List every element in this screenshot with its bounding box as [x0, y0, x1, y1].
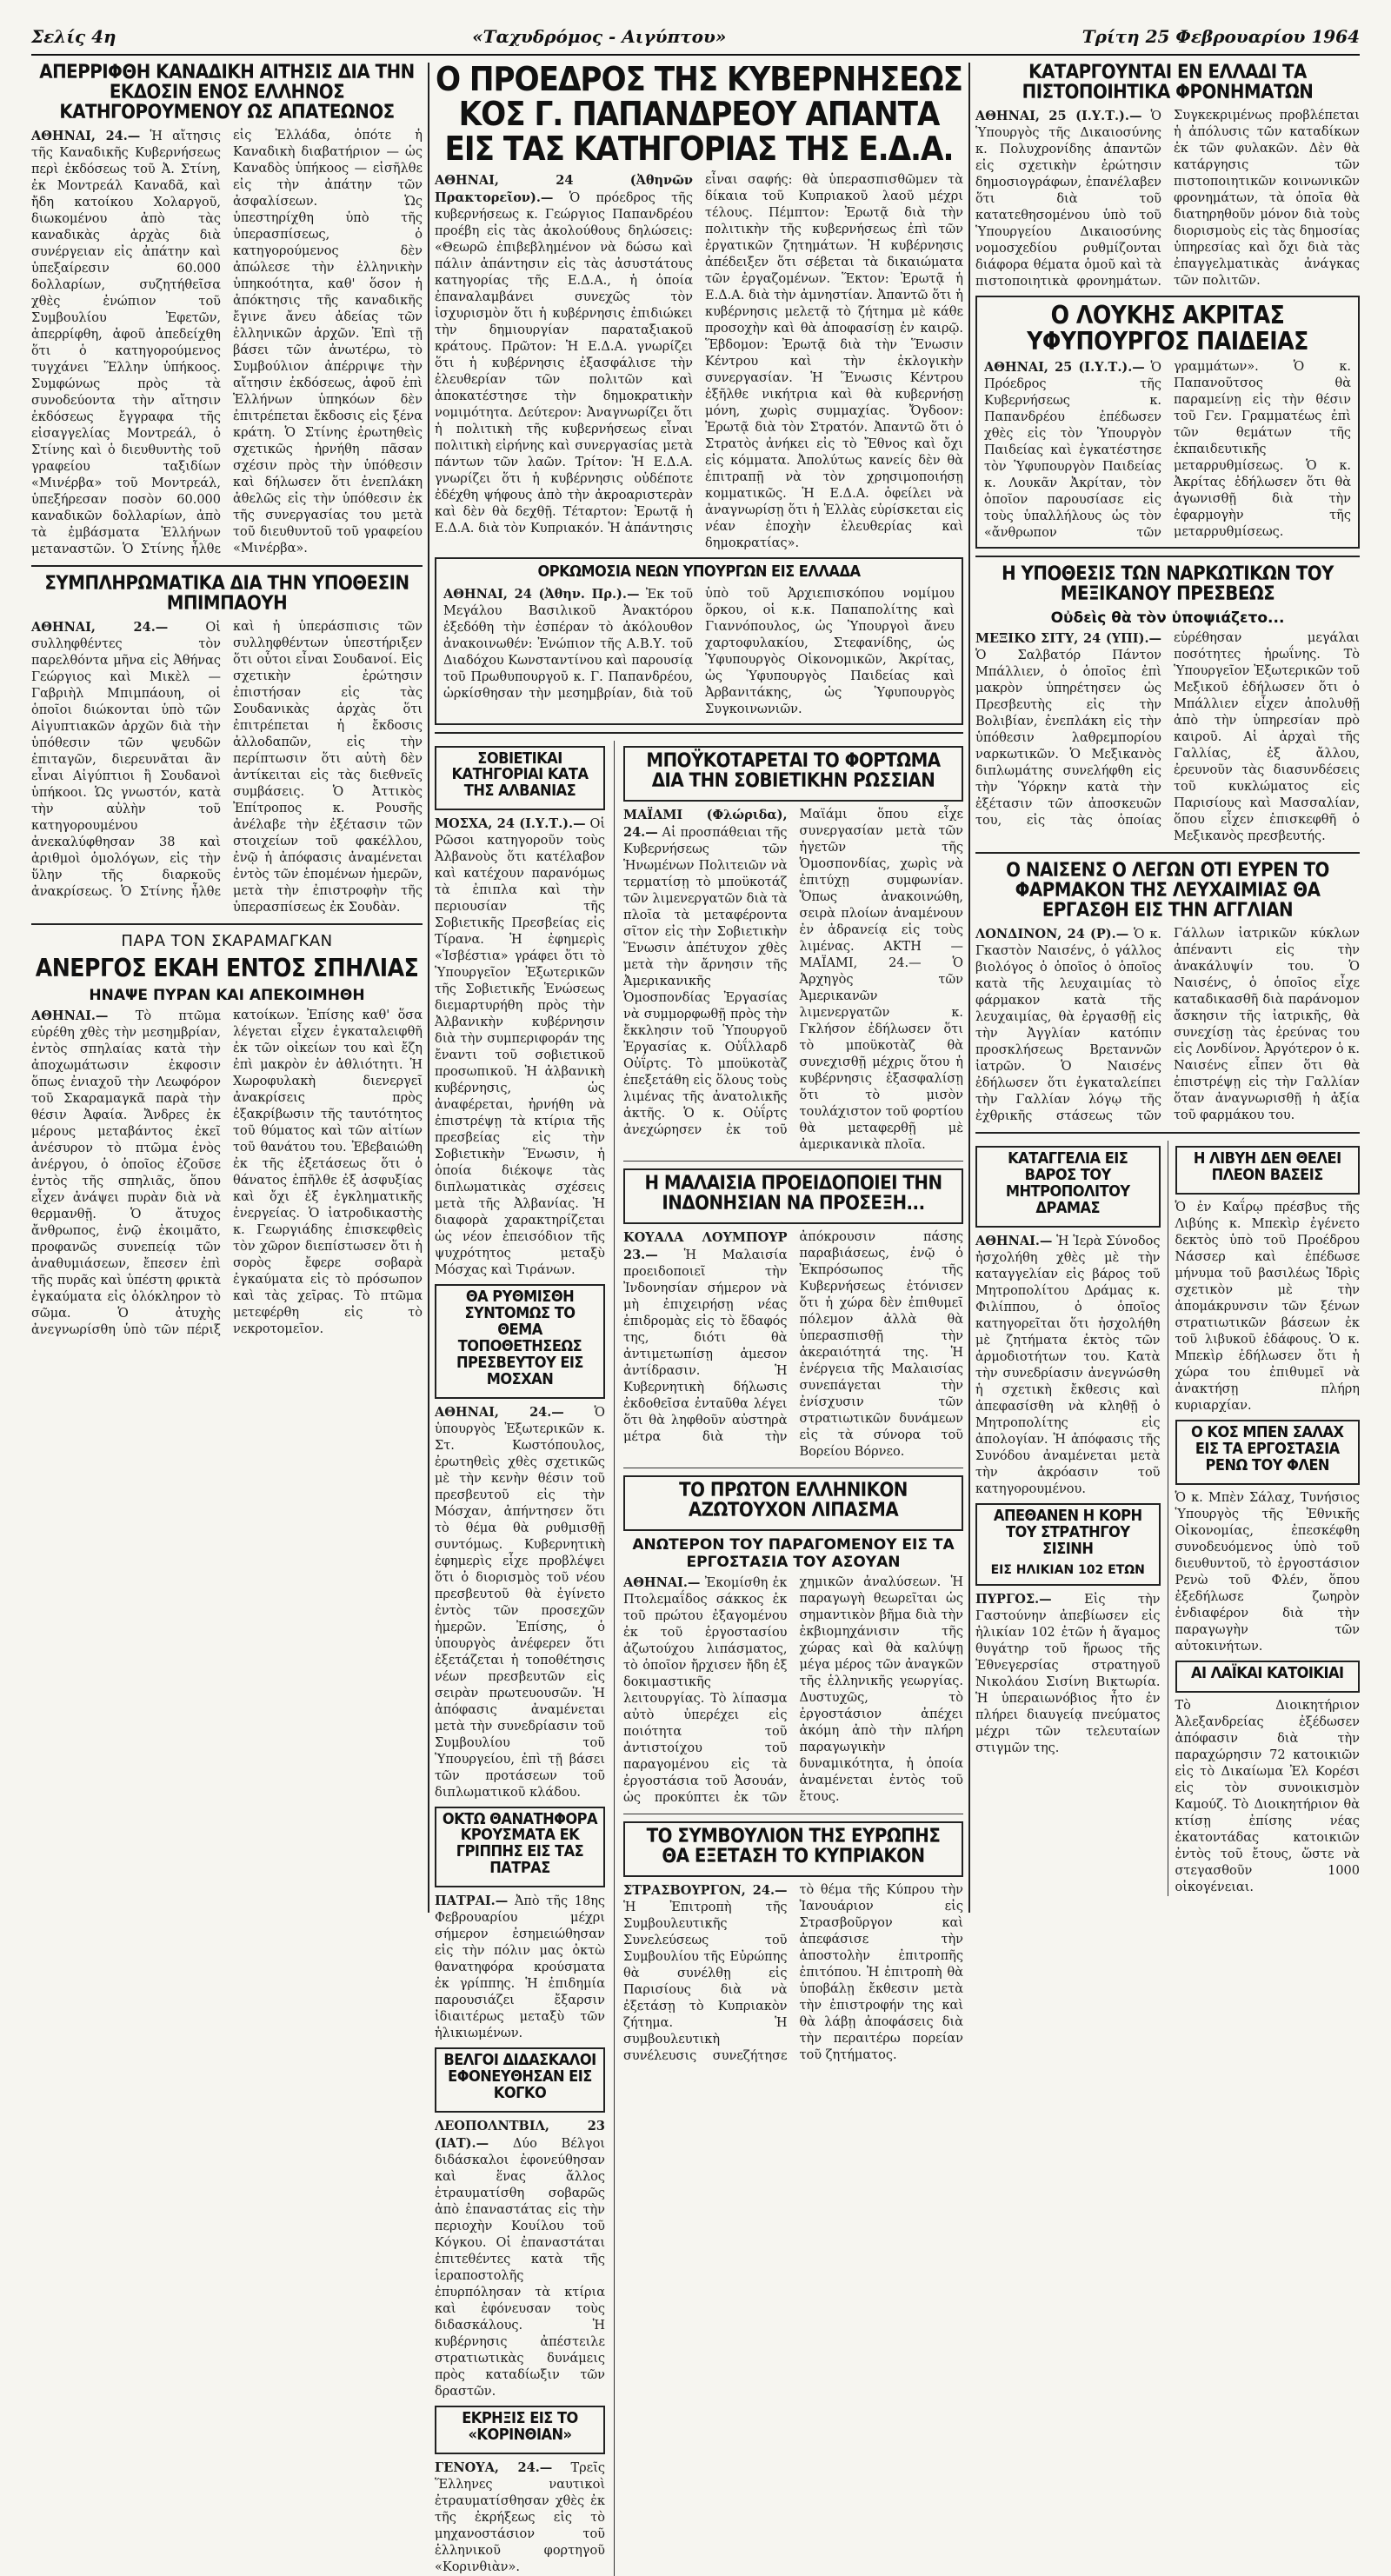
dateline-leukemia: ΛΟΝΔΙΝΟΝ, 24 (Ρ).—	[975, 927, 1129, 942]
box-renault	[1175, 1420, 1361, 1485]
headline-flu: ΟΚΤΩ ΘΑΝΑΤΗΦΟΡΑ ΚΡΟΥΣΜΑΤΑ ΕΚ ΓΡΙΠΠΗΣ ΕΙΣ ΤΑΣ ΠΑΤΡΑΣ	[442, 1809, 598, 1878]
article-canada	[31, 63, 423, 558]
column-rule	[968, 63, 970, 1913]
dateline-ambassador: ΑΘΗΝΑΙ, 24.—	[435, 1404, 564, 1420]
dateline-drama: ΑΘΗΝΑΙ.—	[975, 1234, 1053, 1248]
headline-sisini: ΑΠΕΘΑΝΕΝ Η ΚΟΡΗ ΤΟΥ ΣΤΡΑΤΗΓΟΥ ΣΙΣΙΝΗ	[993, 1507, 1142, 1558]
headline-korinthian: ΕΚΡΗΞΙΣ ΕΙΣ ΤΟ «ΚΟΡΙΝΘΙΑΝ»	[462, 2408, 578, 2444]
article-body-congo	[435, 2118, 605, 2400]
text-korinthian: Τρεῖς Ἕλληνες ναυτικοὶ ἐτραυματίσθησαν χθὲς ἐκ τῆς ἐκρήξεως εἰς τὸ μηχανοστάσιον τοῦ ἑλληνικοῦ φορτηγοῦ «Κορινθιὰν».	[435, 2460, 605, 2574]
article-body-ambassador	[435, 1404, 605, 1801]
article-body-akritas	[984, 359, 1351, 542]
dateline-akritas: ΑΘΗΝΑΙ, 25 (Ι.Υ.Τ.).—	[984, 359, 1145, 375]
text-leukemia: Ὁ κ. Γκαστὸν Ναισένς, ὁ γάλλος βιολόγος ὁ ὁποῖος ὁ ὁποῖος κατὰ τῆς λευχαιμίας τὸ φάρμακον κατὰ τῆς λευχαιμίας, θὰ ἐργασθῇ εἰς τὴν Ἀγγλίαν κατόπιν προσκλήσεως Βρεταννῶν ἰατρῶν. Ὁ Ναισένς ἐδήλωσεν ὅτι ἐγκαταλείπει τὴν Γαλλίαν λόγῳ τῆς ἐχθρικῆς στάσεως τῶν Γάλλων ἰατρικῶν κύκλων ἀπέναντι εἰς τὴν ἀνακάλυψίν του. Ὁ Ναισένς, ὁ ὁποῖος εἶχε καταδικασθῆ διὰ παράνομον ἄσκησιν τῆς ἰατρικῆς, θὰ συνεχίσῃ τὰς ἐρεύνας του εἰς Λονδίνον. Ἀργότερον ὁ κ. Ναισένς εἶπεν ὅτι θὰ ἐπιστρέψῃ εἰς τὴν Γαλλίαν ὅταν ἀναγνωρισθῇ ἡ ἀξία τοῦ φαρμάκου του.	[975, 927, 1360, 1124]
article-body-cargo	[623, 807, 963, 1154]
dateline-congo: ΛΕΟΠΟΛΝΤΒΙΛ, 23 (ΙΑΤ).—	[435, 2118, 605, 2151]
headline-congo: ΒΕΛΓΟΙ ΔΙΔΑΣΚΑΛΟΙ ΕΦΟΝΕΥΘΗΣΑΝ ΕΙΣ ΚΟΓΚΟ	[443, 2051, 596, 2102]
headline-albania: ΣΟΒΙΕΤΙΚΑΙ ΚΑΤΗΓΟΡΙΑΙ ΚΑΤΑ ΤΗΣ ΑΛΒΑΝΙΑΣ	[451, 749, 589, 801]
page-number: Σελίς 4η	[31, 26, 116, 47]
text-fertilizer: Ἐκομίσθη ἐκ Πτολεμαΐδος σάκκος ἐκ τοῦ πρώτου ἐξαγομένου ἐκ τοῦ ἐργοστασίου ἀζωτούχου λιπάσματος, τὸ ὁποῖον ἤρχισεν ἤδη ἐξ δοκιμαστικῆς λειτουργίας. Τὸ λίπασμα αὐτὸ ὑπερέχει εἰς ποιότητα τοῦ ἀντιστοίχου τοῦ παραγομένου εἰς τὰ ἐργοστάσια τοῦ Ἀσουάν, ὡς προκύπτει ἐκ τῶν χημικῶν ἀναλύσεων. Ἡ παραγωγὴ θεωρεῖται ὡς σημαντικὸν βῆμα διὰ τὴν ἐκβιομηχάνισιν τῆς χώρας καὶ θὰ καλύψῃ μέγα μέρος τῶν ἀναγκῶν τῆς ἑλληνικῆς γεωργίας. Δυστυχῶς, τὸ ἐργοστάσιον ἀπέχει ἀκόμη ἀπὸ τὴν πλήρη παραγωγικὴν δυναμικότητα, ἡ ὁποία ἀναμένεται ἐντὸς τοῦ ἔτους.	[623, 1575, 963, 1806]
box-malaysia	[623, 1168, 963, 1224]
article-body-renault: Ὁ κ. Μπὲν Σάλαχ, Τυνήσιος Ὑπουργὸς τῆς Ἐθνικῆς Οἰκονομίας, ἐπεσκέφθη συνοδευόμενος ὑπὸ τοῦ διευθυντοῦ, τὸ ἐργοστάσιον Ρενὼ τοῦ Φλέν, ὅπου ἐξεδήλωσε ζωηρὸν ἐνδιαφέρον διὰ τὴν παραγωγὴν τῶν αὐτοκινήτων.	[1175, 1490, 1360, 1654]
subhead-sisini: ΕΙΣ ΗΛΙΚΙΑΝ 102 ΕΤΩΝ	[990, 1562, 1145, 1577]
headline-europe: ΤΟ ΣΥΜΒΟΥΛΙΟΝ ΤΗΣ ΕΥΡΩΠΗΣ ΘΑ ΕΞΕΤΑΣΗ ΤΟ ΚΥΠΡΙΑΚΟΝ	[646, 1826, 941, 1868]
article-papandreou	[435, 60, 963, 725]
divider	[623, 1161, 963, 1162]
masthead	[31, 19, 1360, 56]
subhead-narcotics: Οὐδεὶς θὰ τὸν ὑποψιάζετο...	[1050, 609, 1285, 628]
article-body-leukemia	[975, 926, 1360, 1125]
article-body-albania	[435, 815, 605, 1279]
subhead-fertilizer: ΑΝΩΤΕΡΟΝ ΤΟΥ ΠΑΡΑΓΟΜΕΝΟΥ ΕΙΣ ΤΑ ΕΡΓΟΣΤΑΣΙΑ ΤΟΥ ΑΣΟΥΑΝ	[632, 1536, 955, 1572]
headline-bibaoui: ΣΥΜΠΛΗΡΩΜΑΤΙΚΑ ΔΙΑ ΤΗΝ ΥΠΟΘΕΣΙΝ ΜΠΙΜΠΑΟΥΗ	[44, 573, 409, 616]
text-ambassador: Ὁ ὑπουργὸς Ἐξωτερικῶν κ. Στ. Κωστόπουλος, ἐρωτηθεὶς χθὲς σχετικῶς μὲ τὴν κενὴν θέσιν τοῦ πρεσβευτοῦ εἰς τὴν Μόσχαν, ἀπήντησεν ὅτι τὸ θέμα θὰ ρυθμισθῇ συντόμως. Κυβερνητικὴ ἐφημερὶς εἶχε προβλέψει ὅτι ὁ διορισμὸς τοῦ νέου πρεσβευτοῦ θὰ ἐγίνετο ἐντὸς τῶν προσεχῶν ἡμερῶν. Ἐπίσης, ὁ ὑπουργὸς ἀνέφερεν ὅτι ἐξετάζεται ἡ τοποθέτησις νέων πρεσβευτῶν εἰς σειρὰν πρωτευουσῶν. Ἡ ἀπόφασις ἀναμένεται μετὰ τὴν συνεδρίασιν τοῦ Συμβουλίου τοῦ Ὑπουργείου, ἐπὶ τῇ βάσει τῶν προτάσεων τοῦ διπλωματικοῦ κλάδου.	[435, 1405, 605, 1800]
article-body-europe	[623, 1882, 963, 2065]
headline-certificates: ΚΑΤΑΡΓΟΥΝΤΑΙ ΕΝ ΕΛΛΑΔΙ ΤΑ ΠΙΣΤΟΠΟΙΗΤΙΚΑ ΦΡΟΝΗΜΑΤΩΝ	[1022, 62, 1314, 104]
article-body-caveman	[31, 1008, 423, 1339]
middle-lower	[435, 741, 963, 2576]
article-body-certificates	[975, 108, 1360, 290]
text-europe: Ἡ Ἐπιτροπὴ τῆς Συμβουλευτικῆς Συνελεύσεως τοῦ Συμβουλίου τῆς Εὐρώπης θὰ συνέλθῃ εἰς Παρισίους διὰ νὰ ἐξετάσῃ τὸ Κυπριακὸν ζήτημα. Ἡ συμβουλευτικὴ συνέλευσις συνεζήτησε τὸ θέμα τῆς Κύπρου τὴν Ἰανουάριον εἰς Στρασβοῦργον καὶ ἀπεφάσισε τὴν ἀποστολὴν ἐπιτροπῆς ἐπιτόπου. Ἡ ἐπιτροπὴ θὰ ὑποβάλῃ ἔκθεσιν μετὰ τὴν ἐπιστροφήν της καὶ θὰ λάβῃ ἀποφάσεις διὰ τὴν περαιτέρω πορείαν τοῦ ζητήματος.	[623, 1883, 963, 2064]
article-body-sisini	[975, 1591, 1161, 1757]
box-korinthian	[435, 2406, 605, 2454]
box-fertilizer	[623, 1475, 963, 1531]
article-certificates	[975, 63, 1360, 290]
text-papandreou: Ὁ πρόεδρος τῆς κυβερνήσεως κ. Γεώργιος Παπανδρέου προέβη εἰς τὰς ἀκολούθους δηλώσεις: «Θεωρῶ ἐπιβεβλημένον νὰ δώσω καὶ πάλιν ἀπάντησιν εἰς τὰς ἀσυστάτους κατηγορίας τῆς Ε.Δ.Α., ἡ ὁποία ἐπαναλαμβάνει συνεχῶς τὸν ἰσχυρισμὸν ὅτι ἡ κυβέρνησις ἐπιδιώκει τὴν δημιουργίαν παραταξιακοῦ κράτους. Πρῶτον: Ἡ Ε.Δ.Α. γνωρίζει ὅτι ἡ κυβέρνησις ἐξασφάλισε τὴν ἐλευθερίαν τῶν πολιτῶν καὶ ἀποκατέστησε τὴν δημοκρατικὴν νομιμότητα. Δεύτερον: Ἀναγνωρίζει ὅτι ἡ πολιτικὴ τῆς κυβερνήσεως εἶναι πολιτικὴ εἰρήνης καὶ συνεργασίας μετὰ πάντων τῶν λαῶν. Τρίτον: Ἡ Ε.Δ.Α. γνωρίζει ὅτι ἡ κυβέρνησις οὐδέποτε ἐδέχθη ψήφους ἀπὸ τὴν ἀκροαριστερὰν καὶ δὲν θὰ δεχθῇ. Τέταρτον: Ἐρωτᾷ ἡ Ε.Δ.Α. διὰ τὸν Κυπριακόν. Ἡ ἀπάντησις εἶναι σαφής: θὰ ὑπερασπισθῶμεν τὰ δίκαια τοῦ Κυπριακοῦ λαοῦ μέχρι τέλους. Πέμπτον: Ἐρωτᾷ διὰ τὴν πολιτικὴν τῆς κυβερνήσεως ἐπὶ τῶν ἐργατικῶν ζητημάτων. Ἡ κυβέρνησις ἀπέδειξεν ὅτι σέβεται τὰ δικαιώματα τῶν ἐργαζομένων. Ἕκτον: Ἐρωτᾷ ἡ Ε.Δ.Α. διὰ τὴν ἀμνηστίαν. Ἀπαντῶ ὅτι ἡ κυβέρνησις μελετᾷ τὸ ζήτημα μὲ κάθε προσοχὴν καὶ θὰ ἀποφασίσῃ ἐν καιρῷ. Ἕβδομον: Ἐρωτᾷ διὰ τὴν Ἕνωσιν Κέντρου καὶ τὴν ἐκλογικὴν συνεργασίαν. Ἡ Ἕνωσις Κέντρου ἐξῆλθε νικήτρια καὶ θὰ κυβερνήσῃ μόνη, χωρὶς συμμαχίας. Ὄγδοον: Ἐρωτᾷ διὰ τὸν Στρατόν. Ἀπαντῶ ὅτι ὁ Στρατὸς ἀνήκει εἰς τὸ Ἔθνος καὶ ὄχι εἰς κόμματα. Ἀπολύτως κανείς δὲν θὰ ἐπιτραπῇ νὰ τὸν χρησιμοποιήσῃ κομματικῶς. Ἡ Ε.Δ.Α. ὀφείλει νὰ ἀναγνωρίσῃ ὅτι ἡ Ἑλλὰς εὑρίσκεται εἰς νέαν ἐποχὴν ἐλευθερίας καὶ δημοκρατίας».	[435, 172, 963, 550]
subhead-caveman: ΗΝΑΨΕ ΠΥΡΑΝ ΚΑΙ ΑΠΕΚΟΙΜΗΘΗ	[89, 986, 365, 1004]
box-albania	[435, 746, 605, 811]
text-albania: Οἱ Ρῶσοι κατηγοροῦν τοὺς Ἀλβανοὺς ὅτι κατέλαβον καὶ κατέχουν παρανόμως τὰ ἐπιπλα καὶ τὴν περιουσίαν τῆς Σοβιετικῆς Πρεσβείας εἰς Τίρανα. Ἡ ἐφημερὶς «Ἰσβέστια» γράφει ὅτι τὸ Ὑπουργεῖον Ἐξωτερικῶν τῆς Σοβιετικῆς Ἑνώσεως διεμαρτυρήθη πρὸς τὴν Ἀλβανικὴν κυβέρνησιν διὰ τὴν συμπεριφοράν της ἔναντι τοῦ σοβιετικοῦ προσωπικοῦ. Ἡ ἀλβανικὴ κυβέρνησις, ὡς ἀναφέρεται, ἠρνήθη νὰ ἐπιστρέψῃ τὰ κτίρια τῆς πρεσβείας εἰς τὴν Σοβιετικὴν Ἕνωσιν, ἡ ὁποία διέκοψε τὰς διπλωματικὰς σχέσεις μετὰ τῆς Ἀλβανίας. Ἡ διαφορὰ χαρακτηρίζεται ὡς νέον ἐπεισόδιον τῆς ψυχρότητος μεταξὺ Μόσχας καὶ Τιράνων.	[435, 817, 606, 1278]
headline-cargo: ΜΠΟΫΚΟΤΑΡΕΤΑΙ ΤΟ ΦΟΡΤΩΜΑ ΔΙΑ ΤΗΝ ΣΟΒΙΕΤΙΚΗΝ ΡΩΣΣΙΑΝ	[646, 749, 941, 792]
headline-fertilizer: ΤΟ ΠΡΩΤΟΝ ΕΛΛΗΝΙΚΟΝ ΑΖΩΤΟΥΧΟΝ ΛΙΠΑΣΜΑ	[679, 1479, 908, 1522]
papandreou-main	[435, 172, 963, 552]
dateline-papandreou: ΑΘΗΝΑΙ, 24 (Ἀθηνῶν Πρακτορεῖον).—	[435, 172, 693, 205]
headline-narcotics: Η ΥΠΟΘΕΣΙΣ ΤΩΝ ΝΑΡΚΩΤΙΚΩΝ ΤΟΥ ΜΕΞΙΚΑΝΟΥ ΠΡΕΣΒΕΩΣ	[1002, 562, 1334, 606]
dateline-cargo: ΜΑΪΑΜΙ (Φλώριδα), 24.—	[623, 807, 788, 840]
article-body-narcotics	[975, 630, 1360, 845]
right-lower	[975, 1141, 1360, 1895]
column-right	[975, 63, 1360, 1913]
article-leukemia	[975, 861, 1360, 1125]
text-canada: Ἡ αἴτησις τῆς Καναδικῆς Κυβερνήσεως περὶ ἐκδόσεως τοῦ Ἀ. Στίνη, ἐκ Μοντρεάλ Καναδᾶ, καὶ ἤδη κατοίκου Χολαργοῦ, διωκομένου ἀπὸ τὰς καναδικὰς ἀρχὰς διὰ συνέργειαν εἰς ἀπάτην καὶ ὑπεξαίρεσιν 60.000 δολλαρίων, συζητήθεῖσα χθὲς ἐνώπιον τοῦ Συμβουλίου Ἐφετῶν, ἀπερρίφθη, ἀφοῦ ἀπεδείχθη ὅτι ὁ κατηγορούμενος τυγχάνει Ἕλλην ὑπήκοος. Συμφώνως πρὸς τὰ συνοδεύοντα τὴν αἴτησιν ἐκδόσεως ἔγγραφα τῆς εἰσαγγελίας Μοντρεάλ, ὁ Στίνης καὶ ὁ διευθυντὴς τοῦ γραφείου ταξιδίων «Μινέρβα» τοῦ Μοντρεάλ, ὑπεξήρεσαν ποσὸν 60.000 καναδικῶν δολλαρίων, ἀπὸ τὰ ἐμβάσματα Ἑλλήνων μεταναστῶν. Ὁ Στίνης ἦλθε εἰς Ἑλλάδα, ὁπότε ἡ Καναδικὴ διαβατήριον — ὡς Καναδὸς ὑπήκοος — εἰσῆλθε εἰς τὴν ἀπάτην τῶν ἀσφαλίσεων. Ὡς ὑπεστηρίχθη ὑπὸ τῆς ὑπερασπίσεως, ὁ κατηγορούμενος δὲν ἀπώλεσε τὴν ἑλληνικὴν ὑπηκοότητα, καθ' ὅσον ἡ ἀπόκτησις τῆς καναδικῆς ἔγινε ἄνευ ἀδείας τῶν ἑλληνικῶν ἀρχῶν. Ἐπὶ τῇ βάσει τῶν ἀνωτέρω, τὸ Συμβούλιον ἀπέρριψε τὴν αἴτησιν ἐκδόσεως, ἀφοῦ ἐπὶ Ἑλλήνων ὑπηκόων δὲν ἐπιτρέπεται ἔκδοσις εἰς ξένα κράτη. Ὁ Στίνης ἐρωτηθεὶς σχετικῶς ἠρνήθη πᾶσαν σχέσιν πρὸς τὴν ὑπόθεσιν καὶ δήλωσεν ὅτι ἐνεπλάκη ἀθελῶς εἰς τὴν ὑπόθεσιν ἐκ τῆς συνεργασίας του μετὰ τοῦ διευθυντοῦ τοῦ γραφείου «Μινέρβα».	[31, 129, 423, 557]
box-kamini	[1175, 1661, 1361, 1693]
box-europe	[623, 1821, 963, 1877]
divider	[31, 565, 423, 567]
dateline-certificates: ΑΘΗΝΑΙ, 25 (Ι.Υ.Τ.).—	[975, 109, 1142, 124]
dateline-flu: ΠΑΤΡΑΙ.—	[435, 1894, 509, 1909]
box-flu	[435, 1807, 605, 1888]
dateline-narcotics: ΜΕΞΙΚΟ ΣΙΤΥ, 24 (ΥΠΙ).—	[975, 631, 1161, 647]
column-rule	[428, 63, 429, 1913]
article-body-drama	[975, 1233, 1161, 1498]
headline-caveman: ΑΝΕΡΓΟΣ ΕΚΑΗ ΕΝΤΟΣ ΣΠΗΛΙΑΣ	[35, 954, 419, 983]
headline-libya: Η ΛΙΒΥΗ ΔΕΝ ΘΕΛΕΙ ΠΛΕΟΝ ΒΑΣΕΙΣ	[1193, 1149, 1341, 1185]
headline-kamini: ΑΙ ΛΑΪΚΑΙ ΚΑΤΟΙΚΙΑΙ	[1190, 1663, 1344, 1682]
papandreou-layout	[435, 172, 963, 552]
column-left	[31, 63, 423, 1913]
headline-canada: ΑΠΕΡΡΙΦΘΗ ΚΑΝΑΔΙΚΗ ΑΙΤΗΣΙΣ ΔΙΑ ΤΗΝ ΕΚΔΟΣΙΝ ΕΝΟΣ ΕΛΛΗΝΟΣ ΚΑΤΗΓΟΡΟΥΜΕΝΟΥ ΩΣ ΑΠΑΤΕΩΝΟΣ	[39, 62, 415, 124]
article-body-malaysia	[623, 1229, 963, 1461]
article-caveman	[31, 932, 423, 1338]
box-ambassador	[435, 1284, 605, 1398]
box-drama	[975, 1146, 1161, 1228]
dateline-canada: ΑΘΗΝΑΙ, 24.—	[31, 129, 141, 144]
divider	[975, 852, 1360, 854]
article-body-flu	[435, 1893, 605, 2042]
article-body-canada	[31, 128, 423, 558]
divider	[975, 556, 1360, 557]
headline-drama: ΚΑΤΑΓΓΕΛΙΑ ΕΙΣ ΒΑΡΟΣ ΤΟΥ ΜΗΤΡΟΠΟΛΙΤΟΥ ΔΡΑΜΑΣ	[1005, 1149, 1130, 1218]
text-flu: Ἀπὸ τῆς 18ης Φεβρουαρίου μέχρι σήμερον ἐσημειώθησαν εἰς τὴν πόλιν μας ὀκτὼ θανατηφόρα κρούσματα ἐκ γρίππης. Ἡ ἐπιδημία παρουσιάζει ἔξαρσιν ἰδιαιτέρως μεταξὺ τῶν ἡλικιωμένων.	[435, 1894, 605, 2041]
dateline-fertilizer: ΑΘΗΝΑΙ.—	[623, 1575, 701, 1591]
box-oath	[435, 557, 963, 725]
article-bibaoui	[31, 574, 423, 916]
right-lower-left	[975, 1141, 1161, 1895]
dateline-caveman: ΑΘΗΝΑΙ.—	[31, 1008, 109, 1023]
text-malaysia: Ἡ Μαλαισία προειδοποιεῖ τὴν Ἰνδονησίαν σήμερον νὰ μὴ ἐπιχειρήσῃ νέας ἐπιδρομὰς εἰς τὸ ἔδαφός της, διότι θὰ ἀντιμετωπίσῃ ἀμεσον ἀντίδρασιν. Ἡ Κυβερνητικὴ δήλωσις ἐκδοθεῖσα ἐνταῦθα λέγει ὅτι θὰ ληφθοῦν αὐστηρὰ μέτρα διὰ τὴν ἀπόκρουσιν πάσης παραβιάσεως, ἐνῷ ὁ Ἐκπρόσωπος τῆς Κυβερνήσεως ἐτόνισεν ὅτι ἡ χώρα δὲν ἐπιθυμεῖ πόλεμον ἀλλὰ θὰ ὑπερασπισθῇ τὴν ἀκεραιότητά της. Ἡ ἐνέργεια τῆς Μαλαισίας συνεπάγεται τὴν ἐνίσχυσιν τῶν στρατιωτικῶν δυνάμεων εἰς τὰ σύνορα τοῦ Βορείου Βόρνεο.	[623, 1229, 963, 1459]
article-body-fertilizer	[623, 1574, 963, 1807]
dateline-europe: ΣΤΡΑΣΒΟΥΡΓΟΝ, 24.—	[623, 1883, 788, 1899]
article-body-papandreou	[435, 172, 963, 552]
divider	[975, 1132, 1360, 1134]
headline-leukemia: Ο ΝΑΙΣΕΝΣ Ο ΛΕΓΩΝ ΟΤΙ ΕΥΡΕΝ ΤΟ ΦΑΡΜΑΚΟΝ ΤΗΣ ΛΕΥΧΑΙΜΙΑΣ ΘΑ ΕΡΓΑΣΘΗ ΕΙΣ ΤΗΝ ΑΓΓΛΙΑΝ	[1006, 860, 1329, 922]
middle-wide-column	[623, 741, 963, 2576]
right-lower-right	[1175, 1141, 1361, 1895]
text-congo: Δύο Βέλγοι διδάσκαλοι ἐφονεύθησαν καὶ ἕνας ἄλλος ἐτραυματίσθη σοβαρῶς ἀπὸ ἐπαναστάτας εἰς τὴν περιοχὴν Κουίλου τοῦ Κόγκου. Οἱ ἐπαναστάται ἐπιτεθέντες κατὰ τῆς ἱεραποστολῆς ἐπυρπόλησαν τὰ κτίρια καὶ ἐφόνευσαν τοὺς διδασκάλους. Ἡ κυβέρνησις ἀπέστειλε στρατιωτικὰς δυνάμεις πρὸς καταδίωξιν τῶν δραστῶν.	[435, 2136, 605, 2399]
column-middle	[435, 60, 963, 2574]
divider	[435, 732, 963, 734]
article-body-bibaoui	[31, 619, 423, 916]
article-body-oath	[443, 586, 955, 718]
dateline-bibaoui: ΑΘΗΝΑΙ, 24.—	[31, 620, 169, 636]
headline-akritas: Ο ΛΟΥΚΗΣ ΑΚΡΙΤΑΣ ΥΦΥΠΟΥΡΓΟΣ ΠΑΙΔΕΙΑΣ	[1027, 301, 1308, 356]
text-cargo: Αἱ προσπάθειαι τῆς Κυβερνήσεως τῶν Ἡνωμένων Πολιτειῶν νὰ τερματίσῃ τὸ μποϋκοτάζ τῶν λιμενεργατῶν διὰ τὰ πλοῖα τὰ μεταφέροντα σῖτον εἰς τὴν Σοβιετικὴν Ἕνωσιν ἀπέτυχον χθὲς μετὰ τὴν ἄρνησιν τῆς Ἀμερικανικῆς Ὁμοσπονδίας Ἐργασίας νὰ συμμορφωθῇ πρὸς τὴν ἔκκλησιν τοῦ Ὑπουργοῦ Ἐργασίας κ. Οὐΐλλαρδ Οὐΐρτς. Τὸ μποϋκοτὰζ ἐπεξετάθη εἰς ὅλους τοὺς λιμένας τῆς ἀνατολικῆς ἀκτῆς. Ὁ κ. Οὐΐρτς ἀνεχώρησεν ἐκ τοῦ Μαϊάμι ὅπου εἶχε συνεργασίαν μετὰ τῶν ἡγετῶν τῆς Ὁμοσπονδίας, χωρὶς νὰ ἐπιτύχῃ συμφωνίαν. Ὅπως ἀνακοινώθη, σειρὰ πλοίων ἀναμένουν ἐν ἀδρανείᾳ εἰς τοὺς λιμένας. ΑΚΤΗ — ΜΑΪΑΜΙ, 24.— Ὁ Ἀρχηγὸς τῶν Ἀμερικανῶν λιμενεργατῶν κ. Γκλήσον ἐδήλωσεν ὅτι τὸ μποϋκοτὰζ θὰ συνεχισθῇ μέχρις ὅτου ἡ κυβέρνησις ἐξασφαλίσῃ ὅτι τὸ μισὸν τουλάχιστον τοῦ φορτίου θὰ μεταφερθῇ μὲ ἀμερικανικὰ πλοῖα.	[623, 807, 963, 1152]
middle-narrow-column	[435, 741, 605, 2576]
headline-oath: ΟΡΚΩΜΟΣΙΑ ΝΕΩΝ ΥΠΟΥΡΓΩΝ ΕΙΣ ΕΛΛΑΔΑ	[537, 562, 861, 581]
article-akritas	[975, 296, 1360, 549]
issue-date: Τρίτη 25 Φεβρουαρίου 1964	[1082, 26, 1360, 47]
text-sisini: Εἰς τὴν Γαστούνην ἀπεβίωσεν εἰς ἡλικίαν 102 ἐτῶν ἡ ἄγαμος θυγάτηρ τοῦ ἥρωος τῆς Ἐθνεγερσίας στρατηγοῦ Νικολάου Σισίνη Βικτωρία. Ἡ ὑπεραιωνόβιος ἦτο ἐν πλήρει διαυγείᾳ πνεύματος μέχρι τῶν τελευταίων στιγμῶν της.	[975, 1592, 1161, 1755]
headline-malaysia: Η ΜΑΛΑΙΣΙΑ ΠΡΟΕΙΔΟΠΟΙΕΙ ΤΗΝ ΙΝΔΟΝΗΣΙΑΝ ΝΑ ΠΡΟΣΕΞΗ...	[644, 1172, 942, 1215]
text-certificates: Ὁ Ὑπουργὸς τῆς Δικαιοσύνης κ. Πολυχρονίδης ἀπαντῶν εἰς σχετικὴν ἐρώτησιν δημοσιογράφων, ἐπανέλαβεν ὅτι διὰ τοῦ κατατεθησομένου ὑπὸ τοῦ Ὑπουργείου Δικαιοσύνης νομοσχεδίου ρυθμίζονται διάφορα θέματα ὁμοῦ καὶ τὰ πιστοποιητικὰ φρονημάτων. Συγκεκριμένως προβλέπεται ἡ ἀπόλυσις τῶν καταδίκων ἐκ τῶν φυλακῶν. Δὲν θὰ κατάργησις τῶν πιστοποιητικῶν κοινωνικῶν φρονημάτων, τὰ ὁποῖα θὰ διατηρηθοῦν μόνον διὰ τοὺς διορισμοὺς εἰς τὰς δημοσίας ὑπηρεσίας καὶ ὄχι διὰ τὰς ἐπαγγελματικὰς ἀνάγκας τῶν πολιτῶν.	[975, 109, 1360, 290]
dateline-korinthian: ΓΕΝΟΥΑ, 24.—	[435, 2460, 553, 2475]
text-bibaoui: Οἱ συλληφθέντες τὸν παρελθόντα μῆνα εἰς Ἀθήνας Γεώργιος καὶ Μικὲλ — Γαβριὴλ Μπιμπάουη, οἱ ὁποῖοι διώκονται ὑπὸ τῶν Αἰγυπτιακῶν ἀρχῶν διὰ τὴν ὑπόθεσιν τῶν ψευδῶν ἐπιταγῶν, διερευνᾶται ἂν εἶναι Αἰγύπτιοι ἢ Σουδανοὶ ὑπήκοοι. Ὡς γνωστόν, κατὰ τὴν αὐλὴν τοῦ κατηγορουμένου ἀνεκαλύφθησαν 38 καὶ ἀριθμοὶ ὁμολόγων, εἰς τὴν ὕλην τῆς διαρκοῦς ἀνακρίσεως. Ὁ Στίνης ἦλθε καὶ ἡ ὑπεράσπισις τῶν συλληφθέντων ὑπεστήριξεν ὅτι οὗτοι εἶναι Σουδανοί. Εἰς σχετικὴν ἐρώτησιν ἐπιστήσαν εἰς τὰς Σουδανικὰς ἀρχὰς ὅτι ἐπιτρέπεται ἡ ἔκδοσις ἀλλοδαπῶν, εἰς τὴν περίπτωσιν ὅτι αὐτὴ δὲν ἀντίκειται εἰς τὰς διεθνεῖς συμβάσεις. Ὁ Ἀττικὸς Ἐπίτροπος κ. Ρουσῆς ἀνέλαβε τὴν ἐξέτασιν τῶν στοιχείων τοῦ φακέλλου, ἐνῷ ἡ ἀπόφασις ἀναμένεται ἐντὸς τῶν ἑπομένων ἡμερῶν, μετὰ τὴν ἐπιστροφὴν τῆς ὑπερασπίσεως ἐκ Σουδὰν.	[31, 620, 423, 915]
headline-ambassador: ΘΑ ΡΥΘΜΙΣΘΗ ΣΥΝΤΟΜΩΣ ΤΟ ΘΕΜΑ ΤΟΠΟΘΕΤΗΣΕΩΣ ΠΡΕΣΒΕΥΤΟΥ ΕΙΣ ΜΟΣΧΑΝ	[456, 1288, 583, 1388]
headline-renault: Ο ΚΟΣ ΜΠΕΝ ΣΑΛΑΧ ΕΙΣ ΤΑ ΕΡΓΟΣΤΑΣΙΑ ΡΕΝΩ ΤΟΥ ΦΛΕΝ	[1191, 1423, 1344, 1474]
paper-name: «Ταχυδρόμος - Αιγύπτου»	[472, 26, 727, 47]
kicker-caveman: ΠΑΡΑ ΤΟΝ ΣΚΑΡΑΜΑΓΚΑΝ	[121, 932, 333, 951]
dateline-malaysia: ΚΟΥΑΛΑ ΛΟΥΜΠΟΥΡ 23.—	[623, 1229, 788, 1262]
divider	[31, 923, 423, 925]
text-narcotics: Ὁ Σαλβατόρ Πάντον Μπάλλιεν, ὁ ὁποῖος ἐπὶ μακρὸν ὑπηρέτησεν ὡς Πρεσβευτὴς εἰς τὴν Βολιβίαν, ἐνεπλάκη εἰς τὴν ὑπόθεσιν λαθρεμπορίου ναρκωτικῶν. Ὁ Μεξικανὸς διπλωμάτης συνελήφθη εἰς τὴν Ὑόρκην κατὰ τὴν ἐξέτασιν τῶν ἀποσκευῶν του, εἰς τὰς ὁποίας εὑρέθησαν μεγάλαι ποσότητες ἡρωΐνης. Τὸ Ὑπουργεῖον Ἐξωτερικῶν τοῦ Μεξικοῦ ἐδήλωσεν ὅτι ὁ Μπάλλιεν εἶχεν ἀπολυθῇ ἀπὸ τὴν ὑπηρεσίαν πρὸ καιροῦ. Αἱ ἀρχαὶ τῆς Γαλλίας, ἐξ ἄλλου, ἐρευνοῦν τὰς διασυνδέσεις τοῦ κυκλώματος εἰς Παρισίους καὶ Μασσαλίαν, ὅπου εἶχεν ἐπισκεφθῆ ὁ Μεξικανὸς πρεσβευτής.	[975, 631, 1360, 844]
box-cargo	[623, 746, 963, 802]
dateline-sisini: ΠΥΡΓΟΣ.—	[975, 1591, 1052, 1607]
article-body-libya: Ὁ ἐν Καΐρῳ πρέσβυς τῆς Λιβύης κ. Μπεκὶρ ἐγένετο δεκτὸς ὑπὸ τοῦ Προέδρου Νάσσερ καὶ ἐπέδωσε μήνυμα τοῦ βασιλέως Ἰδρὶς σχετικὸν μὲ τὴν ἀπομάκρυνσιν τῶν ξένων στρατιωτικῶν βάσεων ἐκ τοῦ λιβυκοῦ ἐδάφους. Ὁ κ. Μπεκὶρ ἐδήλωσεν ὅτι ἡ χώρα του ἐπιθυμεῖ νὰ ἀνακτήσῃ πλήρη κυριαρχίαν.	[1175, 1201, 1360, 1414]
article-body-kamini: Τὸ Διοικητήριον Ἀλεξανδρείας ἐξέδωσεν ἀπόφασιν διὰ τὴν παραχώρησιν 72 κατοικιῶν εἰς τὸ Δικαίωμα Ἐλ Κορέσι εἰς τὸν συνοικισμὸν Καμούζ. Τὸ Διοικητήριον θὰ κτίσῃ ἐπίσης νέας ἑκατοντάδας κατοικιῶν ἐντὸς τοῦ ἔτους, ὥστε νὰ στεγασθοῦν 1000 οἰκογένειαι.	[1175, 1698, 1360, 1894]
dateline-oath: ΑΘΗΝΑΙ, 24 (Ἀθην. Πρ.).—	[443, 586, 640, 602]
article-narcotics	[975, 564, 1360, 845]
headline-papandreou: Ο ΠΡΟΕΔΡΟΣ ΤΗΣ ΚΥΒΕΡΝΗΣΕΩΣ ΚΟΣ Γ. ΠΑΠΑΝΔΡΕΟΥ ΑΠΑΝΤΑ ΕΙΣ ΤΑΣ ΚΑΤΗΓΟΡΙΑΣ ΤΗΣ Ε.Δ.Α.	[435, 60, 963, 168]
box-congo	[435, 2047, 605, 2113]
text-drama: Ἡ Ἱερὰ Σύνοδος ἠσχολήθη χθὲς μὲ τὴν καταγγελίαν εἰς βάρος τοῦ Μητροπολίτου Δράμας κ. Φιλίππου, ὁ ὁποῖος κατηγορεῖται ὅτι ἠσχολήθη μὲ ζητήματα ἐκτὸς τῶν ἁρμοδιοτήτων του. Κατὰ τὴν συνεδρίασιν ἀνεγνώσθη ἡ σχετικὴ ἔκθεσις καὶ ἀπεφασίσθη νὰ κληθῇ ὁ Μητροπολίτης εἰς ἀπολογίαν. Ἡ ἀπόφασις τῆς Συνόδου ἀναμένεται μετὰ τὴν ἀκρόασιν τοῦ κατηγορουμένου.	[975, 1235, 1161, 1496]
dateline-albania: ΜΟΣΧΑ, 24 (Ι.Υ.Τ.).—	[435, 816, 586, 832]
box-sisini	[975, 1503, 1161, 1586]
text-akritas: Ὁ Πρόεδρος τῆς Κυβερνήσεως κ. Παπανδρέου ἐπέδωσεν χθὲς εἰς τὸν Ὑπουργὸν Παιδείας καὶ ἐγκατέστησε τὸν Ὑφυπουργὸν Παιδείας κ. Λουκᾶν Ἀκρίταν, τὸν ὁποῖον παρουσίασε εἰς τοὺς ὑπαλλήλους ὡς τὸν «ἄνθρωπον τῶν γραμμάτων». Ὁ κ. Παπανοῦτσος θὰ παραμείνῃ εἰς τὴν θέσιν τοῦ Γεν. Γραμματέως ἐπὶ τῶν θεμάτων τῆς ἐκπαιδευτικῆς μεταρρυθμίσεως. Ὁ κ. Ἀκρίτας ἐδήλωσεν ὅτι θὰ ἀγωνισθῇ διὰ τὴν ἐφαρμογὴν τῆς μεταρρυθμίσεως.	[984, 359, 1351, 540]
text-caveman: Τὸ πτῶμα εὑρέθη χθὲς τὴν μεσημβρίαν, ἐντὸς σπηλαίας κατὰ τὴν ἀποχωμάτωσιν ἐκφοσιν ὅπως ἐνιαχοῦ τὴν Λεωφόρον τοῦ Σκαραμαγκᾶ παρὰ τὴν θέσιν Ἀφαία. Ἄνδρες ἐκ μέρους μεταβάντος ἐκεῖ ἀνέσυρον τὸ πτῶμα ἑνὸς ἀνέργου, ὁ ὁποῖος ἐζοῦσε ἐντὸς τῆς σπηλιᾶς, ὅπου εἶχεν ἀνάψει πυρὰν διὰ νὰ θερμανθῇ. Ὁ ἄτυχος ἄνθρωπος, ἐνῷ ἐκοιμᾶτο, προφανῶς συνεπείᾳ τῶν ἀναθυμιάσεων, ἔπεσεν ἐπὶ τῆς πυρᾶς καὶ ὑπέστη φρικτὰ ἐγκαύματα εἰς ὁλόκληρον τὸ σῶμα. Ὁ ἀτυχὴς ἀνεγνωρίσθη ὑπὸ τῶν πέριξ κατοίκων. Ἐπίσης καθ' ὅσα λέγεται εἶχεν ἐγκαταλειφθῆ ἐκ τῶν οἰκείων του καὶ ἔζη ἐπὶ μακρὸν ἐν ἀθλιότητι. Ἡ Χωροφυλακὴ διενεργεῖ ἀνακρίσεις πρὸς ἐξακρίβωσιν τῆς ταυτότητος τοῦ θύματος καὶ τῶν αἰτίων τοῦ θανάτου του. Ἐβεβαιώθη ἐκ τῆς ἐξετάσεως ὅτι ὁ θάνατος ἐπῆλθε ἐξ ἀσφυξίας καὶ ὄχι ἐξ ἐγκληματικῆς ἐνεργείας. Ὁ ἰατροδικαστὴς κ. Γεωργιάδης ἐπισκεφθεὶς τὸν χῶρον διεπίστωσεν ὅτι ἡ σορὸς ἔφερε σοβαρὰ ἐγκαύματα εἰς τὸ πρόσωπον καὶ τὰς χεῖρας. Τὸ πτῶμα μετεφέρθη εἰς τὸ νεκροτομεῖον.	[31, 1008, 423, 1337]
text-oath: Ἐκ τοῦ Μεγάλου Βασιλικοῦ Ἀνακτόρου ἐξεδόθη τὴν ἑσπέραν τὸ ἀκόλουθον ἀνακοινωθέν: Ἐνώπιον τῆς Α.Β.Υ. τοῦ Διαδόχου Κωνσταντίνου καὶ παρουσίᾳ τοῦ Πρωθυπουργοῦ κ. Γ. Παπανδρέου, ὡρκίσθησαν τὴν μεσημβρίαν, διὰ τοῦ ὑπὸ τοῦ Ἀρχιεπισκόπου νομίμου ὅρκου, οἱ κ.κ. Παπαπολίτης καὶ Γιαννόπουλος, ὡς Ὑπουργοὶ ἄνευ χαρτοφυλακίου, Στεφανίδης, ὡς Ὑφυπουργὸς Οἰκονομικῶν, Ἀκρίτας, ὡς Ὑφυπουργὸς Παιδείας καὶ Ἀρβανιτάκης, ὡς Ὑφυπουργὸς Συγκοινωνιῶν.	[443, 586, 955, 716]
box-libya	[1175, 1146, 1361, 1195]
article-body-korinthian	[435, 2460, 605, 2576]
inner-column-rule	[614, 741, 615, 2576]
